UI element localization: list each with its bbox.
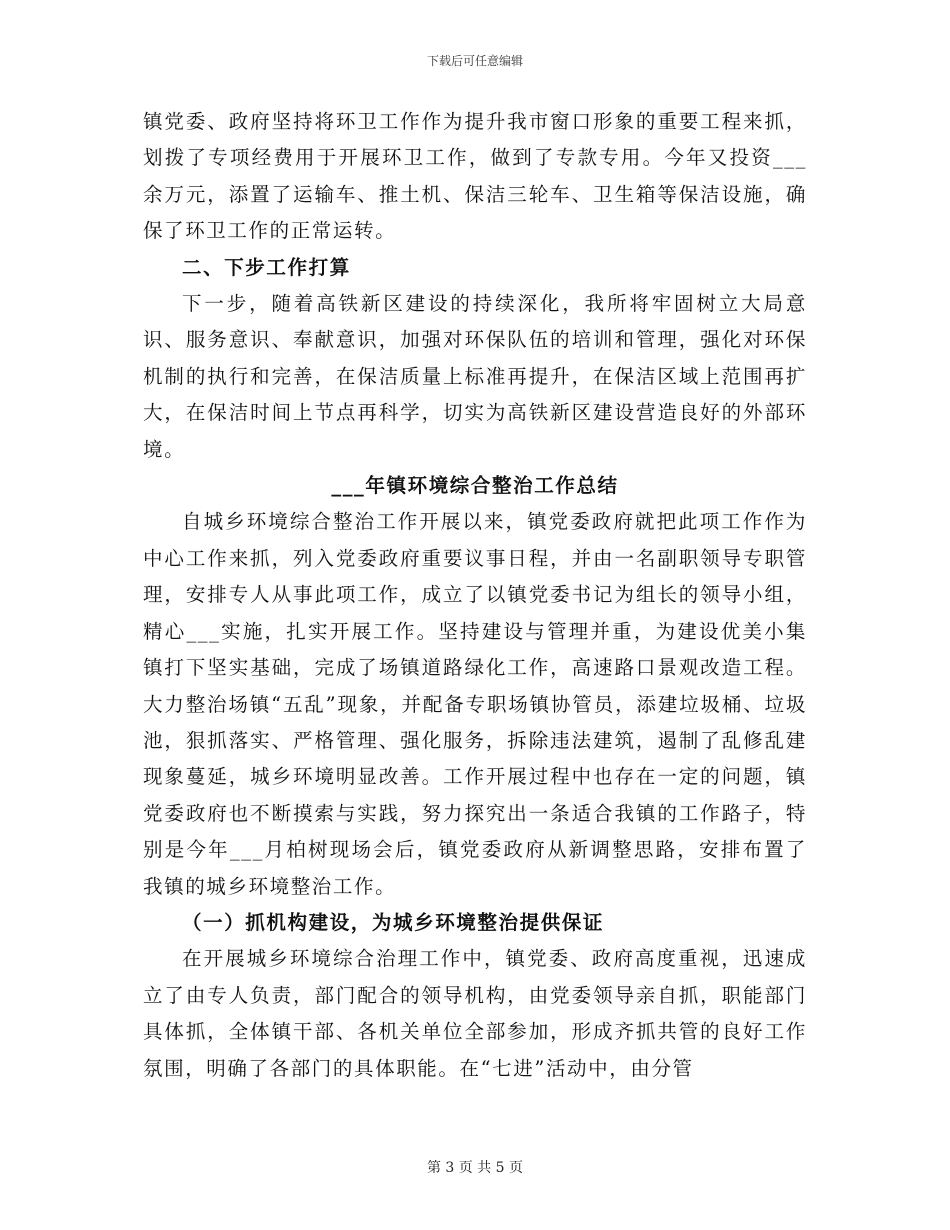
page-footer: 第 3 页 共 5 页 bbox=[426, 1160, 524, 1176]
paragraph-section-1: 在开展城乡环境综合治理工作中，镇党委、政府高度重视，迅速成立了由专人负责，部门配合的领导机构，由党委领导亲自抓，职能部门具体抓，全体镇干部、各机关单位全部参加，形成齐抓共管的良好工作氛围，明确了各部门的具体职能。在“七进”活动中，由分管 bbox=[143, 947, 807, 1080]
document-title: ___年镇环境综合整治工作总结 bbox=[331, 474, 619, 498]
document-body bbox=[143, 104, 807, 1087]
paragraph-funding: 镇党委、政府坚持将环卫工作作为提升我市窗口形象的重要工程来抓，划拨了专项经费用于开展环卫工作，做到了专款专用。今年又投资___余万元，添置了运输车、推土机、保洁三轮车、卫生箱等保洁设施，确保了环卫工作的正常运转。 bbox=[143, 110, 807, 243]
paragraph-overview: 自城乡环境综合整治工作开展以来，镇党委政府就把此项工作作为中心工作来抓，列入党委政府重要议事日程，并由一名副职领导专职管理，安排专人从事此项工作，成立了以镇党委书记为组长的领导小组，精心___实施，扎实开展工作。坚持建设与管理并重，为建设优美小集镇打下坚实基础，完成了场镇道路绿化工作，高速路口景观改造工程。大力整治场镇“五乱”现象，并配备专职场镇协管员，添建垃圾桶、垃圾池，狠抓落实、严格管理、强化服务，拆除违法建筑，遏制了乱修乱建现象蔓延，城乡环境明显改善。工作开展过程中也存在一定的问题，镇党委政府也不断摸索与实践，努力探究出一条适合我镇的工作路子，特别是今年___月柏树现场会后，镇党委政府从新调整思路，安排布置了我镇的城乡环境整治工作。 bbox=[143, 510, 807, 898]
heading-next-steps: 二、下步工作打算 bbox=[182, 255, 351, 279]
page-header: 下载后可任意编辑 bbox=[426, 54, 523, 68]
heading-section-1: （一）抓机构建设，为城乡环境整治提供保证 bbox=[182, 910, 605, 934]
paragraph-next-steps: 下一步，随着高铁新区建设的持续深化，我所将牢固树立大局意识、服务意识、奉献意识，加强对环保队伍的培训和管理，强化对环保机制的执行和完善，在保洁质量上标准再提升，在保洁区域上范围再扩大，在保洁时间上节点再科学，切实为高铁新区建设营造良好的外部环境。 bbox=[143, 292, 807, 461]
